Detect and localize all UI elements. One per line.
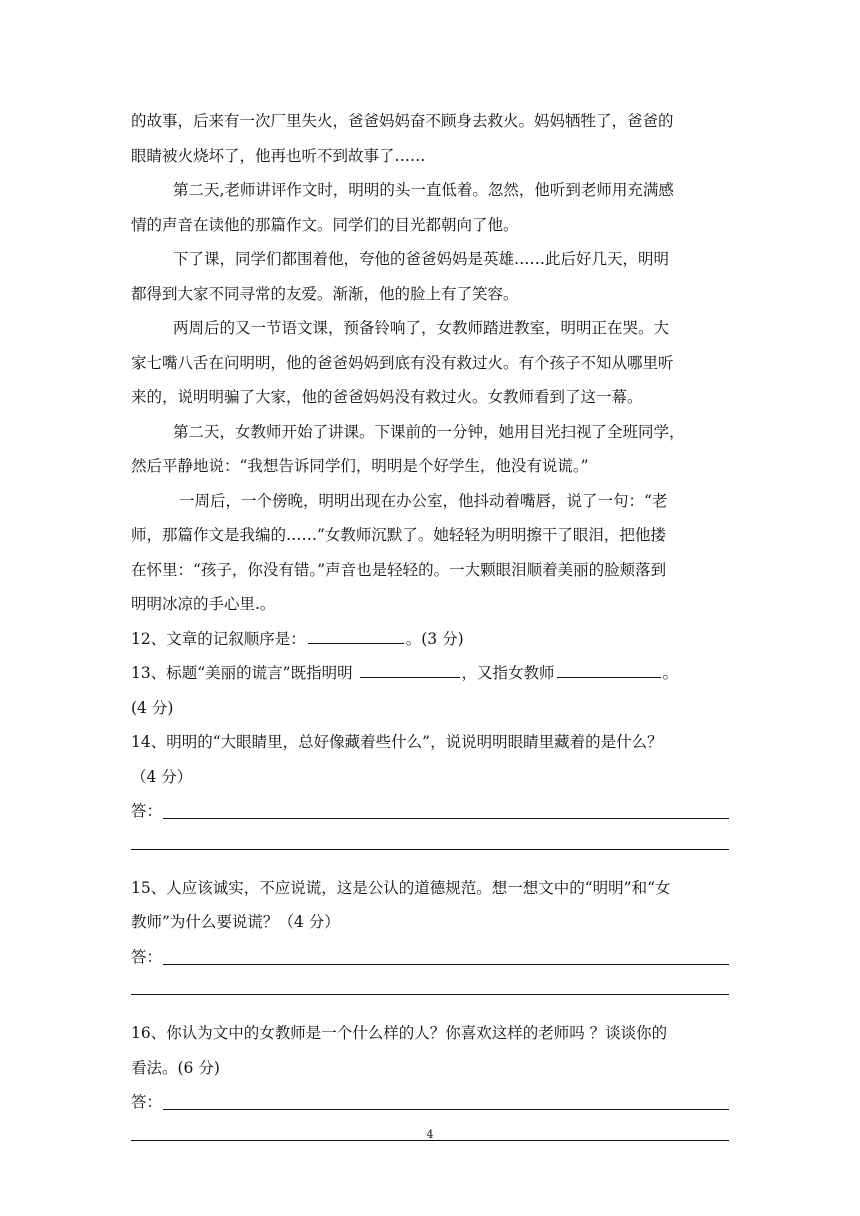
paragraph-3 xyxy=(131,242,729,311)
fill-in-blank[interactable] xyxy=(557,676,661,678)
question-text: ，又指女教师 xyxy=(461,664,555,682)
text-line: 眼睛被火烧坏了，他再也听不到故事了…… xyxy=(131,146,426,165)
answer-rule xyxy=(131,994,729,995)
question-15: 15、人应该诚实，不应说谎，这是公认的道德规范。想一想文中的“明明”和“女 xyxy=(131,878,671,897)
text-line: 都得到大家不同寻常的友爱。渐渐，他的脸上有了笑容。 xyxy=(131,284,519,303)
text-line: 情的声音在读他的那篇作文。同学们的目光都朝向了他。 xyxy=(131,215,519,234)
answer-label: 答： xyxy=(131,1093,163,1111)
text-line: 明明冰凉的手心里.。 xyxy=(131,595,276,613)
answer-line[interactable] xyxy=(131,940,729,975)
text-line: 的故事，后来有一次厂里失火，爸爸妈妈奋不顾身去救火。妈妈牺牲了，爸爸的 xyxy=(131,112,674,130)
question-text: 13、标题“美丽的谎言”既指明明 xyxy=(131,664,358,682)
answer-line[interactable] xyxy=(131,1085,729,1120)
paragraph-1 xyxy=(131,104,729,173)
question-16-cont: 看法。(6 分) xyxy=(131,1058,220,1077)
text-line: 第二天,老师讲评作文时，明明的头一直低着。忽然，他听到老师用充满感 xyxy=(173,181,674,199)
answer-label: 答： xyxy=(131,947,163,966)
paragraph-4 xyxy=(131,311,729,415)
text-line: 两周后的又一节语文课，预备铃响了，女教师踏进教室，明明正在哭。大 xyxy=(173,319,670,337)
question-12 xyxy=(131,622,729,657)
answer-rule xyxy=(163,818,729,819)
question-text: 。 xyxy=(662,664,679,682)
answer-line[interactable] xyxy=(131,794,729,829)
question-text: 12、文章的记叙顺序是： xyxy=(131,629,306,648)
paragraph-6 xyxy=(131,484,729,622)
text-line: 然后平静地说：“我想告诉同学们，明明是个好学生，他没有说谎。” xyxy=(131,457,589,475)
question-14: 14、明明的“大眼睛里，总好像藏着些什么”，说说明明眼睛里藏着的是什么？ xyxy=(131,733,663,751)
question-16: 16、你认为文中的女教师是一个什么样的人？你喜欢这样的老师吗 ？谈谈你的 xyxy=(131,1024,668,1042)
text-line: 来的，说明明骗了大家，他的爸爸妈妈没有救过火。女教师看到了这一幕。 xyxy=(131,388,643,406)
question-points: （4 分） xyxy=(131,767,193,786)
document-page xyxy=(131,104,729,1154)
answer-line[interactable] xyxy=(131,974,729,1008)
question-points: (4 分) xyxy=(131,698,174,717)
question-15-cont: 教师”为什么要说谎？（4 分） xyxy=(131,913,340,931)
question-13 xyxy=(131,656,729,691)
answer-label: 答： xyxy=(131,802,163,820)
answer-rule xyxy=(163,1109,729,1110)
fill-in-blank[interactable] xyxy=(360,676,460,678)
text-line: 在怀里：“孩子，你没有错。”声音也是轻轻的。一大颗眼泪顺着美丽的脸颊落到 xyxy=(131,560,667,579)
page-number: 4 xyxy=(426,1128,434,1141)
fill-in-blank[interactable] xyxy=(308,642,404,644)
text-line: 一周后，一个傍晚，明明出现在办公室，他抖动着嘴唇，说了一句：“老 xyxy=(179,491,668,510)
answer-rule xyxy=(163,964,729,965)
text-line: 下了课，同学们都围着他，夸他的爸爸妈妈是英雄……此后好几天，明明 xyxy=(173,250,670,268)
text-line: 家七嘴八舌在问明明，他的爸爸妈妈到底有没有救过火。有个孩子不知从哪里听 xyxy=(131,353,674,372)
question-text: 。(3 分) xyxy=(405,629,464,648)
text-line: 师，那篇作文是我编的……”女教师沉默了。她轻轻为明明擦干了眼泪，把他搂 xyxy=(131,526,666,544)
answer-rule xyxy=(131,849,729,850)
answer-line[interactable] xyxy=(131,829,729,863)
paragraph-2 xyxy=(131,173,729,242)
text-line: 第二天，女教师开始了讲课。下课前的一分钟，她用目光扫视了全班同学， xyxy=(173,422,685,441)
paragraph-5 xyxy=(131,415,729,484)
